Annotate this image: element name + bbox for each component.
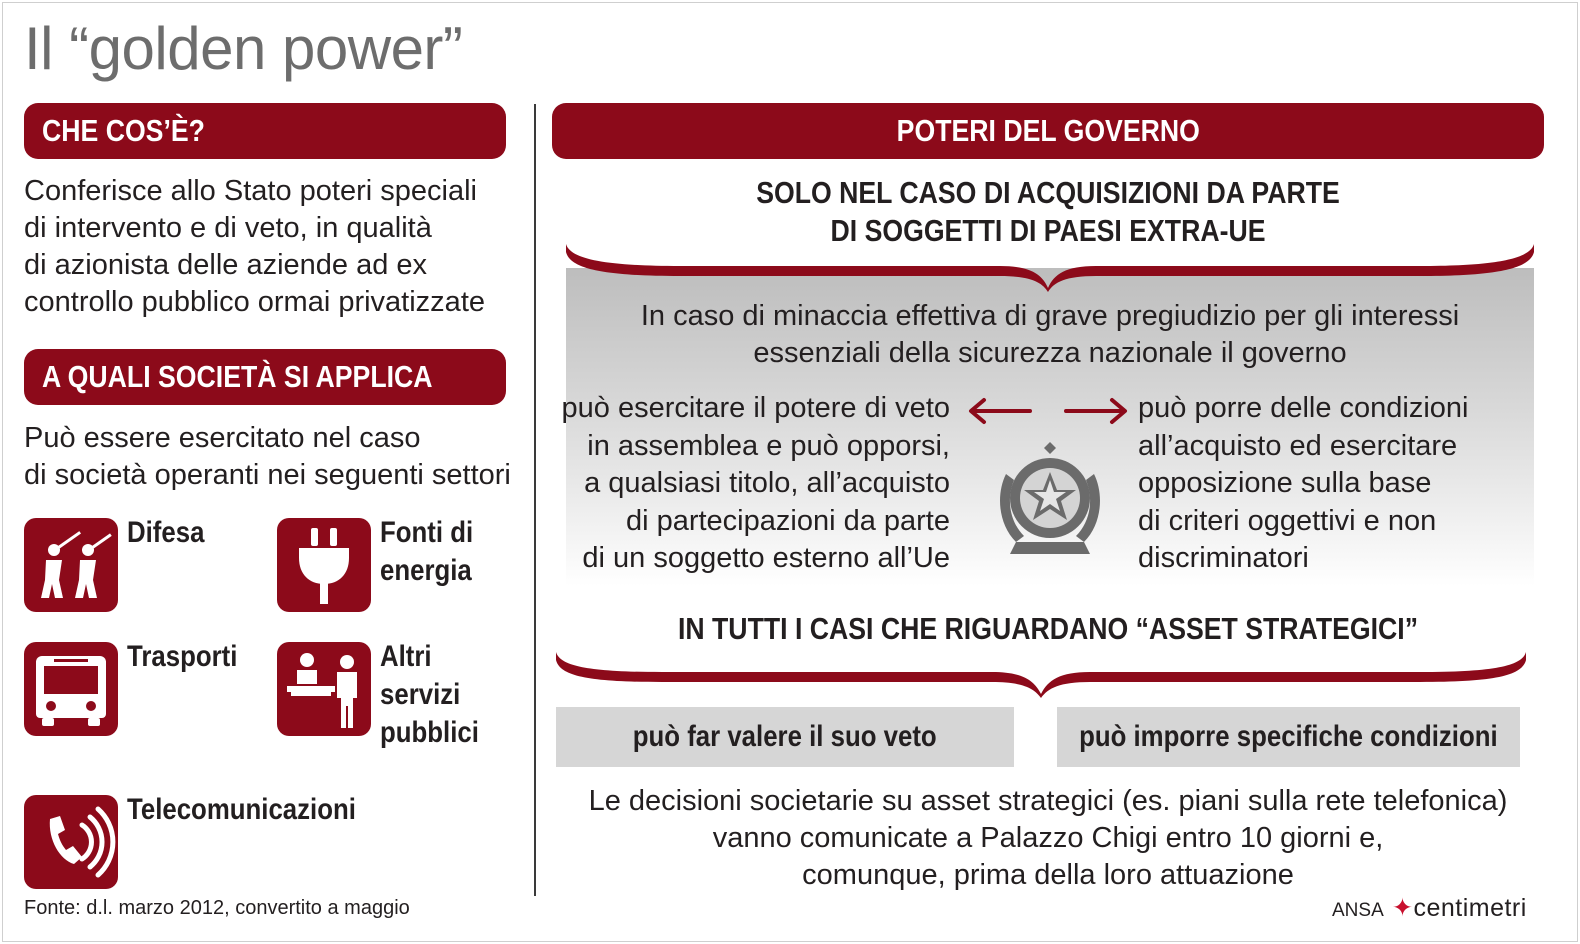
right-power-line: discriminatori — [1138, 542, 1309, 574]
case-strategic-assets — [552, 610, 1544, 648]
page-title: Il “golden power” — [24, 15, 463, 82]
what-line: di azionista delle aziende ad ex — [24, 249, 428, 281]
brace-top — [560, 236, 1540, 292]
threat-line: In caso di minaccia effettiva di grave pregiudizio per gli interessi — [640, 300, 1460, 332]
public-service-icon — [277, 642, 371, 736]
sector-label-line: Fonti di — [380, 516, 474, 549]
bus-icon — [24, 642, 118, 736]
case-strategic-assets-label: IN TUTTI I CASI CHE RIGUARDANO “ASSET STRATEGICI” — [677, 611, 1419, 646]
sector-label-line: pubblici — [380, 716, 479, 749]
sector-label-line: Telecomunicazioni — [127, 793, 356, 826]
note-line: vanno comunicate a Palazzo Chigi entro 10 giorni e, — [712, 822, 1384, 854]
conditions-box — [1057, 707, 1520, 767]
sector-label — [127, 514, 204, 552]
which-header — [24, 349, 506, 405]
arrow-left-icon — [966, 396, 1032, 426]
sector-label-line: Altri — [380, 640, 432, 673]
which-line: Può essere esercitato nel caso — [24, 422, 421, 454]
what-line: Conferisce allo Stato poteri speciali — [24, 175, 477, 207]
right-power-line: opposizione sulla base — [1138, 467, 1432, 499]
soldiers-icon — [24, 518, 118, 612]
threat-line: essenziali della sicurezza nazionale il governo — [753, 337, 1347, 369]
sector-label-line: Difesa — [127, 516, 205, 549]
veto-box-label: può far valere il suo veto — [633, 720, 937, 753]
note-line: comunque, prima della loro attuazione — [802, 859, 1294, 891]
what-header-label: CHE COS’È? — [42, 113, 205, 148]
right-power-line: di criteri oggettivi e non — [1138, 504, 1437, 537]
plug-icon — [277, 518, 371, 612]
sector-label — [127, 638, 237, 676]
what-header — [24, 103, 506, 159]
sector-label-line: Trasporti — [127, 640, 238, 673]
left-power-text — [560, 390, 950, 578]
case-extra-ue-line: SOLO NEL CASO DI ACQUISIZIONI DA PARTE — [756, 175, 1340, 210]
sector-label — [380, 638, 479, 752]
what-line: di intervento e di veto, in qualità — [24, 212, 432, 244]
left-power-line: a qualsiasi titolo, all’acquisto — [584, 467, 950, 499]
what-description — [24, 173, 485, 321]
government-powers-label: POTERI DEL GOVERNO — [896, 113, 1200, 148]
communication-note — [552, 783, 1544, 894]
right-power-text — [1138, 390, 1528, 578]
which-description — [24, 420, 511, 494]
left-power-line: di un soggetto esterno all’Ue — [582, 542, 950, 574]
sector-label-line: servizi — [380, 678, 461, 711]
veto-box — [556, 707, 1014, 767]
brand-centimetri-logo — [1392, 893, 1527, 923]
sector-label-line: energia — [380, 554, 472, 587]
sector-label — [380, 514, 473, 590]
which-line: di società operanti nei seguenti settori — [24, 459, 511, 491]
left-power-line: in assemblea e può opporsi, — [587, 429, 950, 462]
case-extra-ue-line: DI SOGGETTI DI PAESI EXTRA-UE — [830, 213, 1266, 248]
right-power-line: all’acquisto ed esercitare — [1138, 429, 1458, 462]
left-power-line: di partecipazioni da parte — [625, 504, 950, 537]
source-note: Fonte: d.l. marzo 2012, convertito a maggio — [24, 897, 410, 919]
brand-logo-text: centimetri — [1413, 894, 1527, 922]
right-power-line: può porre delle condizioni — [1138, 392, 1469, 424]
threat-text — [566, 298, 1534, 372]
left-power-line: può esercitare il potere di veto — [561, 392, 950, 424]
arrow-right-icon — [1064, 396, 1130, 426]
phone-icon — [24, 795, 118, 889]
italian-emblem-icon — [986, 434, 1114, 566]
brace-bottom — [552, 650, 1530, 698]
brand-ansa: ANSA — [1332, 900, 1384, 921]
brand-star-icon: ✦ — [1392, 894, 1414, 922]
government-powers-header — [552, 103, 1544, 159]
sector-label — [127, 791, 356, 829]
column-divider — [534, 104, 536, 896]
conditions-box-label: può imporre specifiche condizioni — [1079, 720, 1498, 753]
which-header-label: A QUALI SOCIETÀ SI APPLICA — [42, 359, 433, 394]
what-line: controllo pubblico ormai privatizzate — [24, 286, 485, 318]
note-line: Le decisioni societarie su asset strategici (es. piani sulla rete telefonica) — [588, 785, 1508, 817]
